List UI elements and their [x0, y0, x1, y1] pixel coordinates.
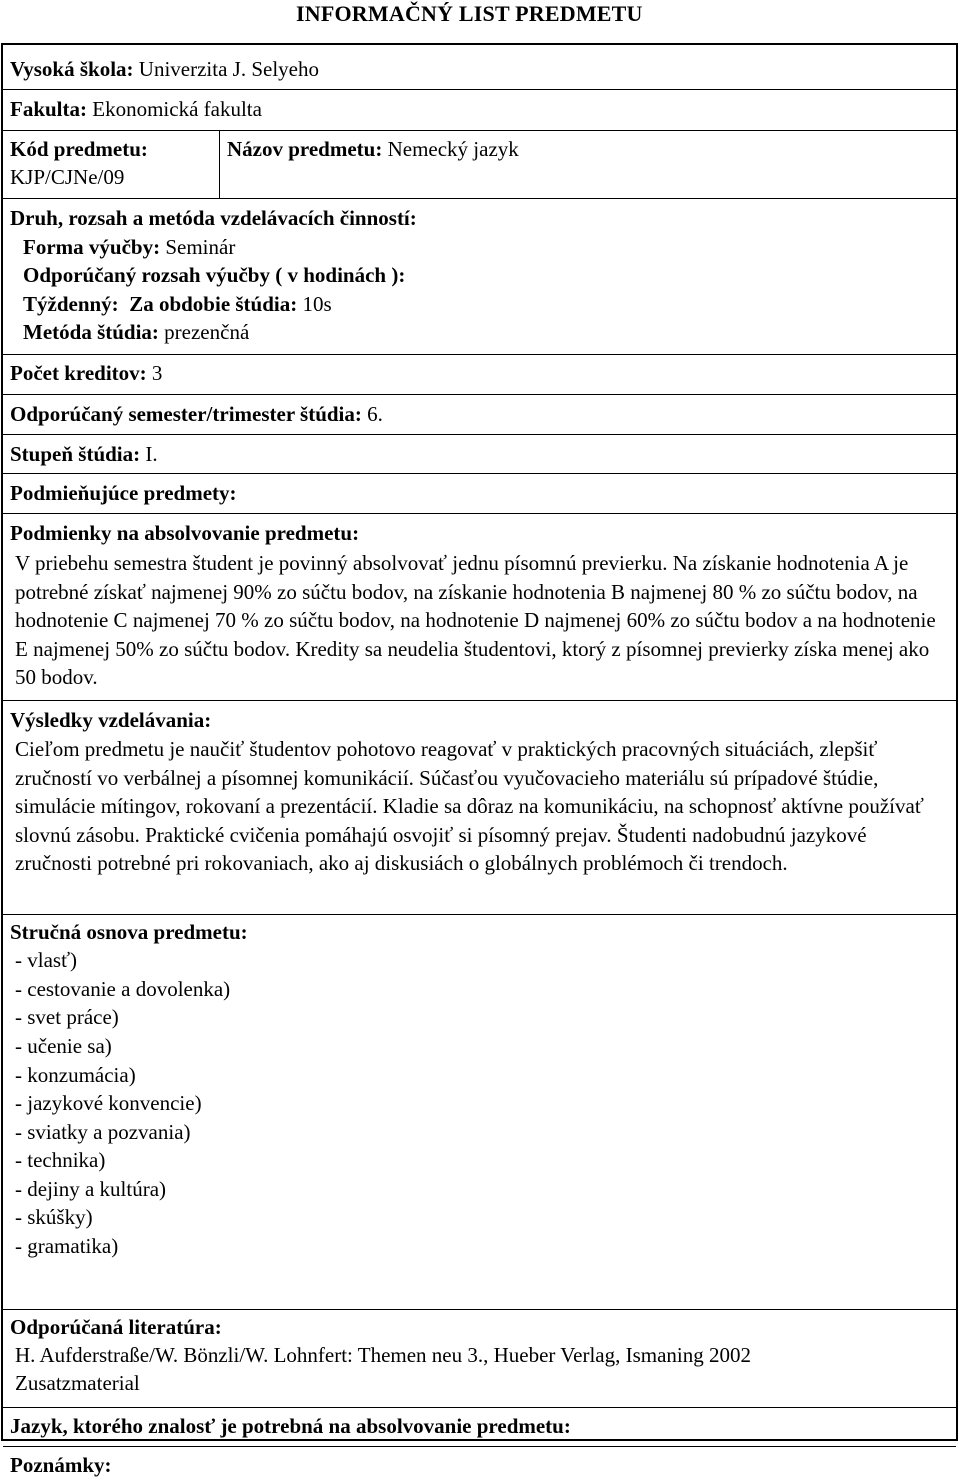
completion-row — [3, 514, 956, 701]
literature-entry: Zusatzmaterial — [15, 1371, 140, 1395]
school-row — [3, 45, 956, 90]
level-value: I. — [145, 442, 158, 466]
outline-item: - gramatika) — [15, 1234, 119, 1258]
school-line — [10, 57, 319, 82]
credits-label: Počet kreditov: — [10, 361, 147, 385]
faculty-row — [3, 90, 956, 131]
course-name-line — [227, 137, 519, 162]
method-line — [23, 320, 249, 345]
outline-item: - dejiny a kultúra) — [15, 1177, 167, 1201]
notes-row — [3, 1447, 956, 1483]
course-info-table — [1, 43, 958, 1477]
activities-heading: Druh, rozsah a metóda vzdelávacích činností: — [10, 206, 417, 230]
prerequisites-row — [3, 474, 956, 514]
form-value: Seminár — [165, 235, 236, 259]
outcomes-row — [3, 701, 956, 915]
activities-row — [3, 199, 956, 355]
language-label: Jazyk, ktorého znalosť je potrebná na absolvovanie predmetu: — [10, 1414, 571, 1438]
outline-item: - konzumácia) — [15, 1063, 136, 1087]
course-code-label: Kód predmetu: — [10, 137, 148, 161]
course-code-value: KJP/CJNe/09 — [10, 165, 125, 189]
period-label: Za obdobie štúdia: — [129, 292, 298, 316]
semester-label: Odporúčaný semester/trimester štúdia: — [10, 402, 362, 426]
code-name-row — [3, 131, 956, 199]
weekly-label: Týždenný: — [23, 292, 119, 316]
level-line — [10, 442, 158, 467]
outline-item: - skúšky) — [15, 1205, 93, 1229]
outline-item: - učenie sa) — [15, 1034, 112, 1058]
school-value: Univerzita J. Selyeho — [138, 57, 319, 81]
form-label: Forma výučby: — [23, 235, 161, 259]
outline-item: - svet práce) — [15, 1005, 119, 1029]
faculty-label: Fakulta: — [10, 97, 88, 121]
literature-entry: H. Aufderstraße/W. Bönzli/W. Lohnfert: Themen neu 3., Hueber Verlag, Ismaning 2002 — [15, 1343, 752, 1367]
outline-label: Stručná osnova predmetu: — [10, 920, 248, 944]
credits-line — [10, 361, 162, 386]
outcomes-label: Výsledky vzdelávania: — [10, 708, 212, 732]
credits-value: 3 — [151, 361, 163, 385]
weekly-line — [23, 292, 332, 317]
period-value: 10s — [302, 292, 332, 316]
method-value: prezenčná — [164, 320, 250, 344]
semester-line — [10, 402, 383, 427]
course-name-value: Nemecký jazyk — [387, 137, 519, 161]
outline-row — [3, 915, 956, 1310]
notes-label: Poznámky: — [10, 1453, 112, 1477]
literature-row — [3, 1310, 956, 1408]
outline-item: - jazykové konvencie) — [15, 1091, 202, 1115]
outline-item: - cestovanie a dovolenka) — [15, 977, 231, 1001]
outline-item: - sviatky a pozvania) — [15, 1120, 191, 1144]
faculty-line — [10, 97, 262, 122]
completion-label: Podmienky na absolvovanie predmetu: — [10, 521, 360, 545]
outline-item: - technika) — [15, 1148, 106, 1172]
school-label: Vysoká škola: — [10, 57, 134, 81]
literature-label: Odporúčaná literatúra: — [10, 1315, 222, 1339]
cell-divider — [219, 131, 220, 198]
method-label: Metóda štúdia: — [23, 320, 159, 344]
completion-text: V priebehu semestra študent je povinný absolvovať jednu písomnú previerku. Na získanie hodnotenia A je potrebné získať najmenej 90% zo súčtu bodov, na získanie hodnotenia B najmenej 80 % zo súčtu bodov, na hodnotenie C najmenej 70 % zo súčtu bodov, na hodnotenie D najmenej 60% zo súčtu bodov a na hodnotenie E najmenej 50% zo súčtu bodov. Kredity sa neudelia študentovi, ktorý z písomnej previerky získa menej ako 50 bodov. — [15, 551, 936, 690]
outline-item: - vlasť) — [15, 948, 78, 972]
level-row — [3, 435, 956, 474]
form-line — [23, 235, 235, 260]
outcomes-text: Cieľom predmetu je naučiť študentov pohotovo reagovať v praktických pracovných situáciách, zlepšiť zručností vo verbálnej a písomnej komunikácií. Súčasťou vyučovacieho materiálu sú prípadové štúdie, simulácie mítingov, rokovaní a prezentácií. Kladie sa dôraz na komunikáciu, na schopnosť aktívne používať slovnú zásobu. Praktické cvičenia pomáhajú osvojiť si písomný prejav. Študenti nadobudnú jazykové zručnosti potrebné pri rokovaniach, ako aj diskusiách o globálnych problémoch či trendoch. — [15, 737, 924, 876]
language-row — [3, 1408, 956, 1447]
course-name-label: Názov predmetu: — [227, 137, 383, 161]
semester-value: 6. — [367, 402, 383, 426]
level-label: Stupeň štúdia: — [10, 442, 141, 466]
scope-label: Odporúčaný rozsah výučby ( v hodinách ): — [23, 263, 406, 287]
page-title: INFORMAČNÝ LIST PREDMETU — [296, 1, 643, 26]
faculty-value: Ekonomická fakulta — [92, 97, 262, 121]
credits-row — [3, 355, 956, 395]
semester-row — [3, 395, 956, 435]
prerequisites-label: Podmieňujúce predmety: — [10, 481, 237, 505]
